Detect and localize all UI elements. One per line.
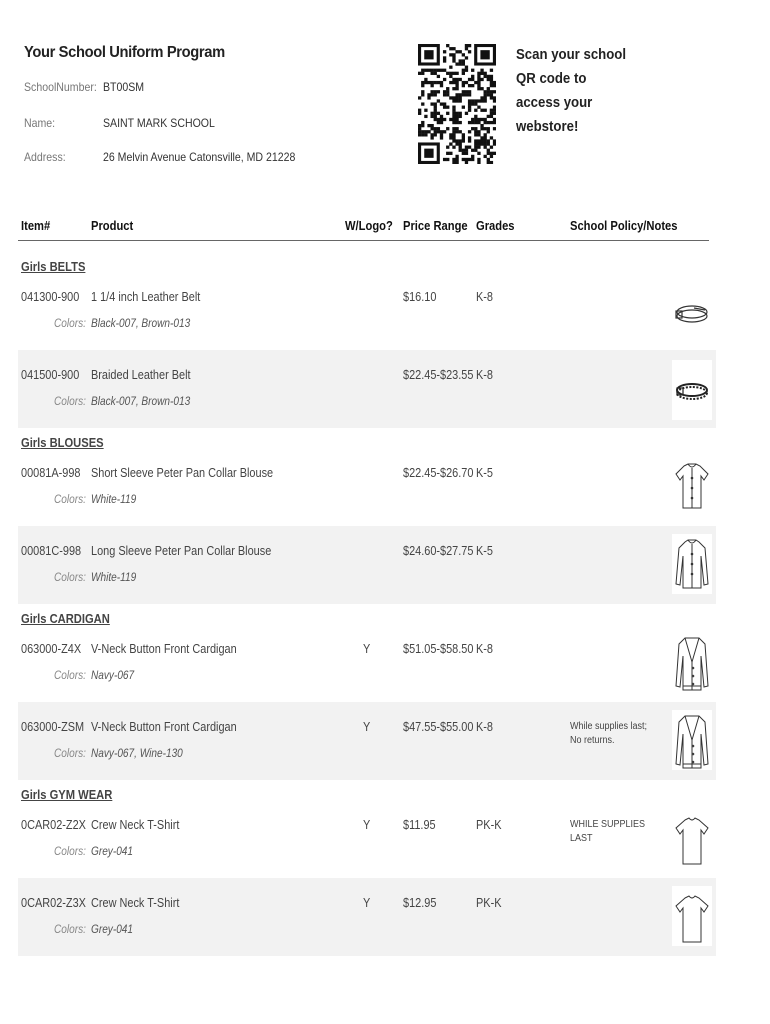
product-name: Crew Neck T-Shirt	[91, 817, 180, 832]
colors-label: Colors:	[54, 844, 86, 858]
colors-label: Colors:	[54, 922, 86, 936]
colors-value: Black-007, Brown-013	[91, 394, 191, 408]
address-value: 26 Melvin Avenue Catonsville, MD 21228	[103, 150, 296, 164]
item-number: 00081C-998	[21, 543, 82, 558]
logo-flag: Y	[363, 817, 371, 832]
colors-label: Colors:	[54, 394, 86, 408]
school-number-label: SchoolNumber:	[24, 80, 97, 94]
program-header	[0, 0, 770, 200]
section-title: Girls GYM WEAR	[21, 787, 113, 802]
braided-belt-icon	[672, 360, 712, 420]
column-price: Price Range	[403, 218, 468, 233]
colors-label: Colors:	[54, 668, 86, 682]
item-number: 041300-900	[21, 289, 80, 304]
colors-value: Grey-041	[91, 922, 134, 936]
section-title: Girls CARDIGAN	[21, 611, 110, 626]
short-sleeve-blouse-icon	[672, 456, 712, 516]
section-title: Girls BELTS	[21, 259, 86, 274]
grades: K-8	[476, 289, 493, 304]
item-number: 0CAR02-Z3X	[21, 895, 86, 910]
price-range: $22.45-$26.70	[403, 465, 474, 480]
product-name: Braided Leather Belt	[91, 367, 191, 382]
product-name: V-Neck Button Front Cardigan	[91, 641, 237, 656]
table-row	[18, 624, 716, 702]
item-number: 063000-Z4X	[21, 641, 82, 656]
table-row	[18, 448, 716, 526]
column-product: Product	[91, 218, 134, 233]
product-name: Crew Neck T-Shirt	[91, 895, 180, 910]
logo-flag: Y	[363, 641, 371, 656]
item-number: 0CAR02-Z2X	[21, 817, 86, 832]
long-sleeve-blouse-icon	[672, 534, 712, 594]
table-row	[18, 800, 716, 878]
page-title: Your School Uniform Program	[24, 44, 225, 61]
cardigan-icon	[672, 632, 712, 692]
price-range: $47.55-$55.00	[403, 719, 474, 734]
price-range: $24.60-$27.75	[403, 543, 474, 558]
table-row	[18, 878, 716, 956]
colors-label: Colors:	[54, 492, 86, 506]
colors-value: Navy-067	[91, 668, 135, 682]
colors-label: Colors:	[54, 746, 86, 760]
table-row	[18, 350, 716, 428]
belt-icon	[672, 282, 712, 342]
address-label: Address:	[24, 150, 66, 164]
colors-value: Grey-041	[91, 844, 134, 858]
school-name-label: Name:	[24, 116, 56, 130]
qr-code[interactable]	[418, 44, 496, 164]
qr-code-icon	[418, 44, 496, 164]
cardigan-icon	[672, 710, 712, 770]
price-range: $22.45-$23.55	[403, 367, 474, 382]
price-range: $16.10	[403, 289, 437, 304]
grades: PK-K	[476, 817, 502, 832]
price-range: $51.05-$58.50	[403, 641, 474, 656]
colors-label: Colors:	[54, 316, 86, 330]
policy-notes: WHILE SUPPLIES LAST	[570, 819, 646, 844]
colors-value: Navy-067, Wine-130	[91, 746, 183, 760]
item-number: 00081A-998	[21, 465, 81, 480]
tshirt-icon	[672, 808, 712, 868]
product-name: Short Sleeve Peter Pan Collar Blouse	[91, 465, 274, 480]
school-number-value: BT00SM	[103, 80, 145, 94]
price-range: $11.95	[403, 817, 436, 832]
column-grades: Grades	[476, 218, 515, 233]
column-notes: School Policy/Notes	[570, 218, 678, 233]
section-title: Girls BLOUSES	[21, 435, 104, 450]
item-number: 063000-ZSM	[21, 719, 85, 734]
item-number: 041500-900	[21, 367, 80, 382]
table-row	[18, 272, 716, 350]
policy-notes: While supplies last; No returns.	[570, 721, 648, 746]
tshirt-icon	[672, 886, 712, 946]
colors-value: White-119	[91, 492, 137, 506]
qr-instructions: Scan your school QR code to access your webstore!	[516, 46, 627, 135]
grades: K-8	[476, 719, 493, 734]
school-name-value: SAINT MARK SCHOOL	[103, 116, 215, 130]
price-range: $12.95	[403, 895, 437, 910]
grades: K-8	[476, 641, 493, 656]
table-row	[18, 526, 716, 604]
grades: K-8	[476, 367, 493, 382]
colors-value: Black-007, Brown-013	[91, 316, 191, 330]
table-header	[18, 212, 709, 241]
column-item: Item#	[21, 218, 51, 233]
product-name: V-Neck Button Front Cardigan	[91, 719, 237, 734]
grades: PK-K	[476, 895, 502, 910]
product-name: 1 1/4 inch Leather Belt	[91, 289, 201, 304]
logo-flag: Y	[363, 719, 371, 734]
grades: K-5	[476, 465, 493, 480]
column-logo: W/Logo?	[345, 218, 393, 233]
table-row	[18, 702, 716, 780]
grades: K-5	[476, 543, 493, 558]
logo-flag: Y	[363, 895, 371, 910]
colors-value: White-119	[91, 570, 137, 584]
product-name: Long Sleeve Peter Pan Collar Blouse	[91, 543, 272, 558]
colors-label: Colors:	[54, 570, 86, 584]
